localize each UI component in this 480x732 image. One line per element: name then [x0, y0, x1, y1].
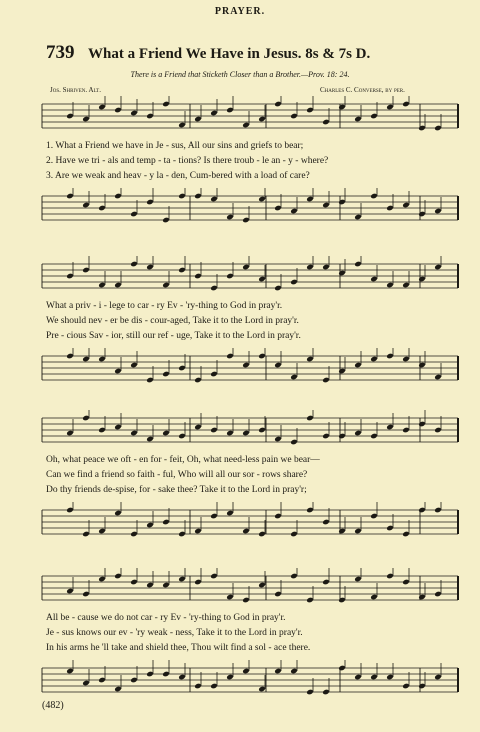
bass-staff: [40, 348, 460, 388]
verse-line: Do thy friends de-spise, for - sake thee? Take it to the Lord in pray'r;: [46, 485, 307, 495]
composer-credit: Charles C. Converse, by per.: [320, 86, 405, 94]
verse-line: 3. Are we weak and heav - y la - den, Cum-bered with a load of care?: [46, 171, 310, 181]
treble-staff: [40, 568, 460, 608]
treble-staff: [40, 410, 460, 450]
verse-line: Pre - cious Sav - ior, still our ref - uge, Take it to the Lord in pray'r.: [46, 331, 301, 341]
verse-line: 2. Have we tri - als and temp - ta - tions? Is there troub - le an - y - where?: [46, 156, 329, 166]
treble-staff: [40, 256, 460, 296]
hymn-title: What a Friend We Have in Jesus.: [87, 46, 302, 62]
bass-staff: [40, 660, 460, 700]
bass-staff: [40, 502, 460, 542]
hymn-number: 739: [46, 42, 75, 63]
section-heading: PRAYER.: [214, 6, 266, 17]
scripture-reference: There is a Friend that Sticketh Closer than a Brother.—Prov. 18: 24.: [130, 70, 350, 79]
bass-staff: [40, 188, 460, 228]
verse-line: Oh, what peace we oft - en for - feit, Oh, what need-less pain we bear—: [46, 455, 320, 465]
verse-line: We should nev - er be dis - cour-aged, Take it to the Lord in pray'r.: [46, 316, 299, 326]
verse-line: All be - cause we do not car - ry Ev - 'ry-thing to God in pray'r.: [46, 613, 286, 623]
verse-line: What a priv - i - lege to car - ry Ev - 'ry-thing to God in pray'r.: [46, 301, 283, 311]
verse-line: Je - sus knows our ev - 'ry weak - ness, Take it to the Lord in pray'r.: [46, 628, 303, 638]
hymn-title-row: [46, 42, 466, 64]
verse-line: 1. What a Friend we have in Je - sus, All our sins and griefs to bear;: [46, 141, 304, 151]
verse-line: Can we find a friend so faith - ful, Who will all our sor - rows share?: [46, 470, 308, 480]
lyricist-credit: Jos. Shriven. Alt.: [50, 86, 101, 94]
verse-line: In his arms he 'll take and shield thee, Thou wilt find a sol - ace there.: [46, 643, 311, 653]
treble-staff: [40, 96, 460, 136]
page-number: (482): [42, 700, 64, 711]
hymn-meter: 8s & 7s D.: [305, 46, 371, 62]
